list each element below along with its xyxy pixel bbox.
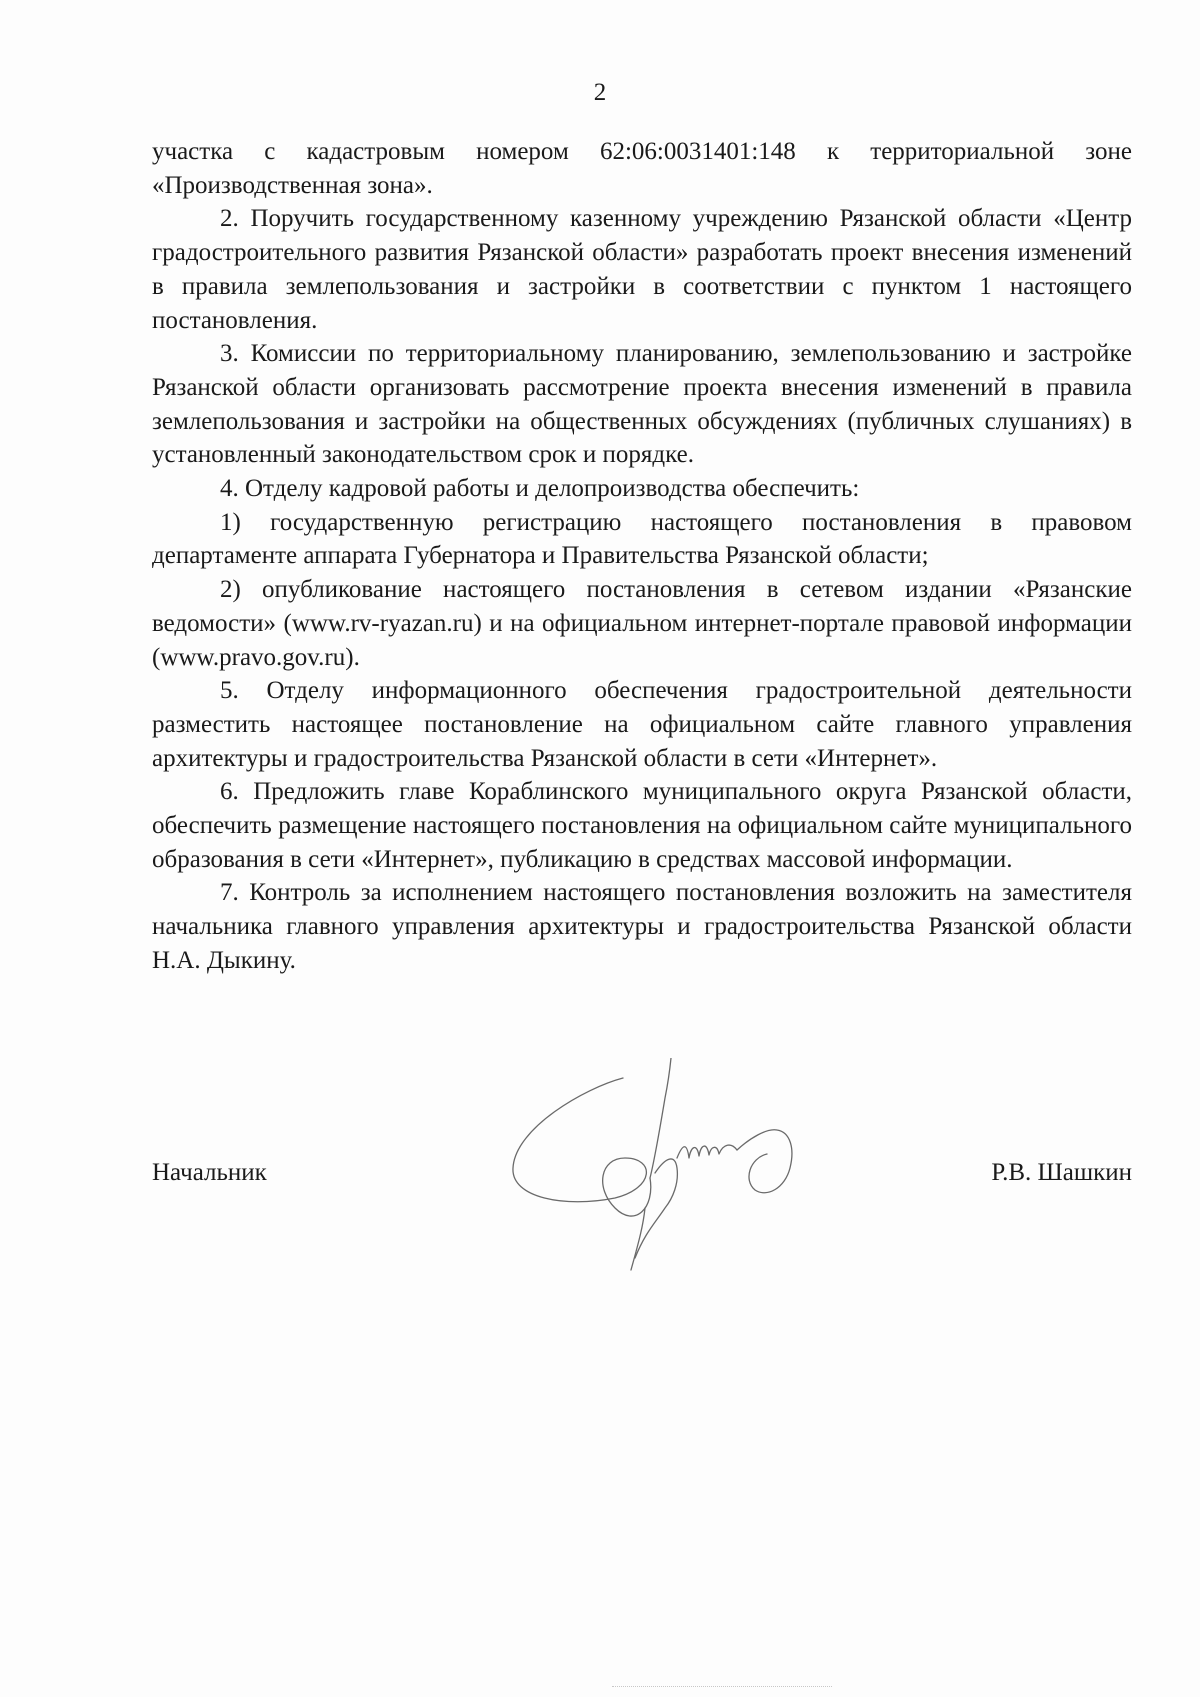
paragraph-item-7: 7. Контроль за исполнением настоящего постановления возложить на заместителя начальника главного управления архитектуры и градостроительства Рязанской области Н.А. Дыкину.: [152, 879, 1132, 974]
signature-final-loop: [737, 1130, 792, 1193]
paragraph-item-4: 4. Отделу кадровой работы и делопроизводства обеспечить:: [220, 475, 860, 503]
signature-tail: [631, 1208, 645, 1270]
signature-waves: [677, 1145, 737, 1158]
signature-descender: [635, 1159, 677, 1258]
paragraph-item-3: 3. Комиссии по территориальному планированию, землепользованию и застройке Рязанской области организовать рассмотрение проекта внесения изменений в правила землепользования и застройки на общественных обсуждениях (публичных слушаниях) в установленный законодательством срок и порядке.: [152, 340, 1132, 469]
paragraph-subitem-1: 1) государственную регистрацию настоящего постановления в правовом департаменте аппарата Губернатора и Правительства Рязанской области;: [152, 508, 1132, 570]
paragraph-item-5: 5. Отделу информационного обеспечения градостроительной деятельности разместить настоящее постановление на официальном сайте главного управления архитектуры и градостроительства Рязанской области в сети «Интернет».: [152, 677, 1132, 772]
page-number: 2: [593, 79, 607, 106]
paragraph-subitem-2: 2) опубликование настоящего постановления в сетевом издании «Рязанские ведомости» (www.rv-ryazan.ru) и на официальном интернет-портале правовой информации (www.pravo.gov.ru).: [152, 576, 1132, 671]
paragraph-continuation: участка с кадастровым номером 62:06:0031401:148 к территориальной зоне «Производственная зона».: [152, 138, 1132, 199]
signature-strokes: [513, 1058, 792, 1270]
scan-artifact: [612, 1686, 832, 1689]
paragraph-item-2: 2. Поручить государственному казенному учреждению Рязанской области «Центр градостроительного развития Рязанской области» разработать проект внесения изменений в правила землепользования и застройки в соответствии с пунктом 1 настоящего постановления.: [152, 205, 1132, 334]
paragraph-item-6: 6. Предложить главе Кораблинского муниципального округа Рязанской области, обеспечить размещение настоящего постановления на официальном сайте муниципального образования в сети «Интернет», публикацию в средствах массовой информации.: [152, 778, 1132, 873]
signatory-title: Начальник: [152, 1159, 267, 1186]
document-body: [152, 135, 1132, 978]
signature-loop: [513, 1078, 651, 1216]
signatory-name: Р.В. Шашкин: [991, 1159, 1132, 1186]
handwritten-signature: [505, 1058, 835, 1273]
